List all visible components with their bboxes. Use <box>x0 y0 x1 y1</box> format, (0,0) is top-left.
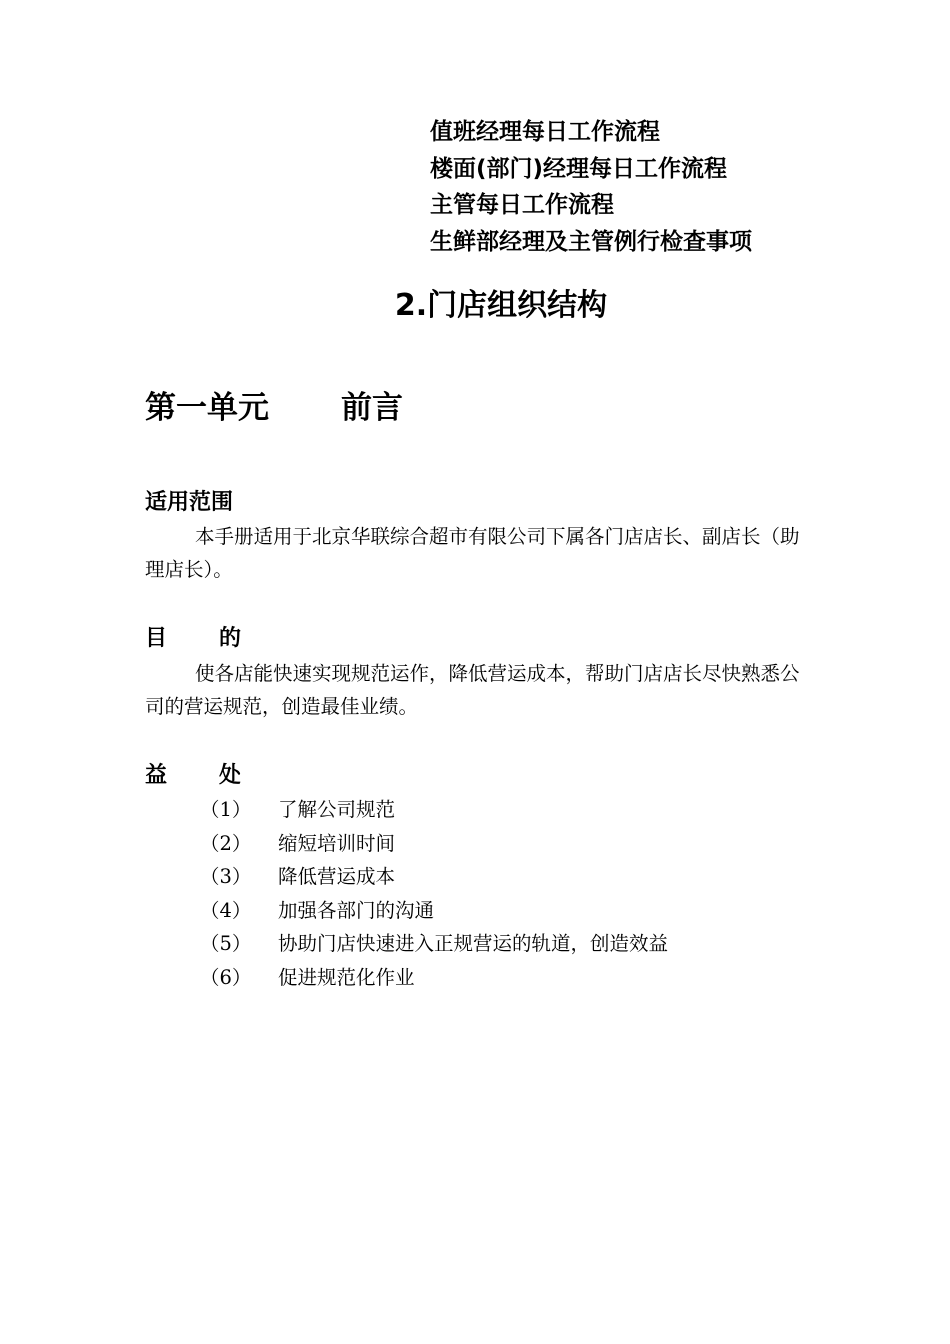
benefits-heading-char: 处 <box>219 763 242 788</box>
list-item <box>200 894 668 928</box>
list-item-text: 缩短培训时间 <box>278 831 396 855</box>
workflow-list <box>430 114 910 260</box>
list-item-number: （5） <box>200 932 252 955</box>
workflow-item: 生鲜部经理及主管例行检查事项 <box>430 228 752 255</box>
benefits-list <box>200 793 668 994</box>
scope-paragraph: 本手册适用于北京华联综合超市有限公司下属各门店店长、副店长（助理店长）。 <box>145 525 800 581</box>
purpose-heading-char: 目 <box>145 626 168 651</box>
unit-label: 第一单元 <box>145 390 269 426</box>
unit-heading <box>145 386 403 430</box>
benefits-heading <box>145 761 241 791</box>
list-item-text: 了解公司规范 <box>278 798 396 821</box>
purpose-paragraph: 使各店能快速实现规范运作，降低营运成本，帮助门店店长尽快熟悉公司的营运规范，创造最佳业绩。 <box>145 662 800 718</box>
list-item <box>200 827 668 861</box>
workflow-item: 主管每日工作流程 <box>430 192 614 218</box>
list-item-number: （1） <box>200 798 252 821</box>
unit-name: 前言 <box>341 390 403 426</box>
workflow-item: 值班经理每日工作流程 <box>430 119 660 145</box>
list-item-number: （6） <box>200 965 252 989</box>
list-item-number: （4） <box>200 898 252 922</box>
benefits-heading-char: 益 <box>145 763 168 788</box>
list-item-number: （3） <box>200 865 252 888</box>
purpose-heading <box>145 624 241 654</box>
list-item <box>200 793 668 827</box>
list-item-text: 降低营运成本 <box>278 865 396 888</box>
purpose-heading-char: 的 <box>219 626 242 651</box>
list-item-text: 协助门店快速进入正规营运的轨道，创造效益 <box>278 932 669 955</box>
section-title-org-structure: 2.门店组织结构 <box>394 288 608 323</box>
list-item <box>200 927 668 961</box>
list-item-number: （2） <box>200 831 252 855</box>
list-item <box>200 961 668 995</box>
scope-heading: 适用范围 <box>145 490 234 515</box>
workflow-item: 楼面(部门)经理每日工作流程 <box>430 155 728 182</box>
list-item <box>200 860 668 894</box>
list-item-text: 促进规范化作业 <box>278 965 415 989</box>
list-item-text: 加强各部门的沟通 <box>278 898 435 922</box>
